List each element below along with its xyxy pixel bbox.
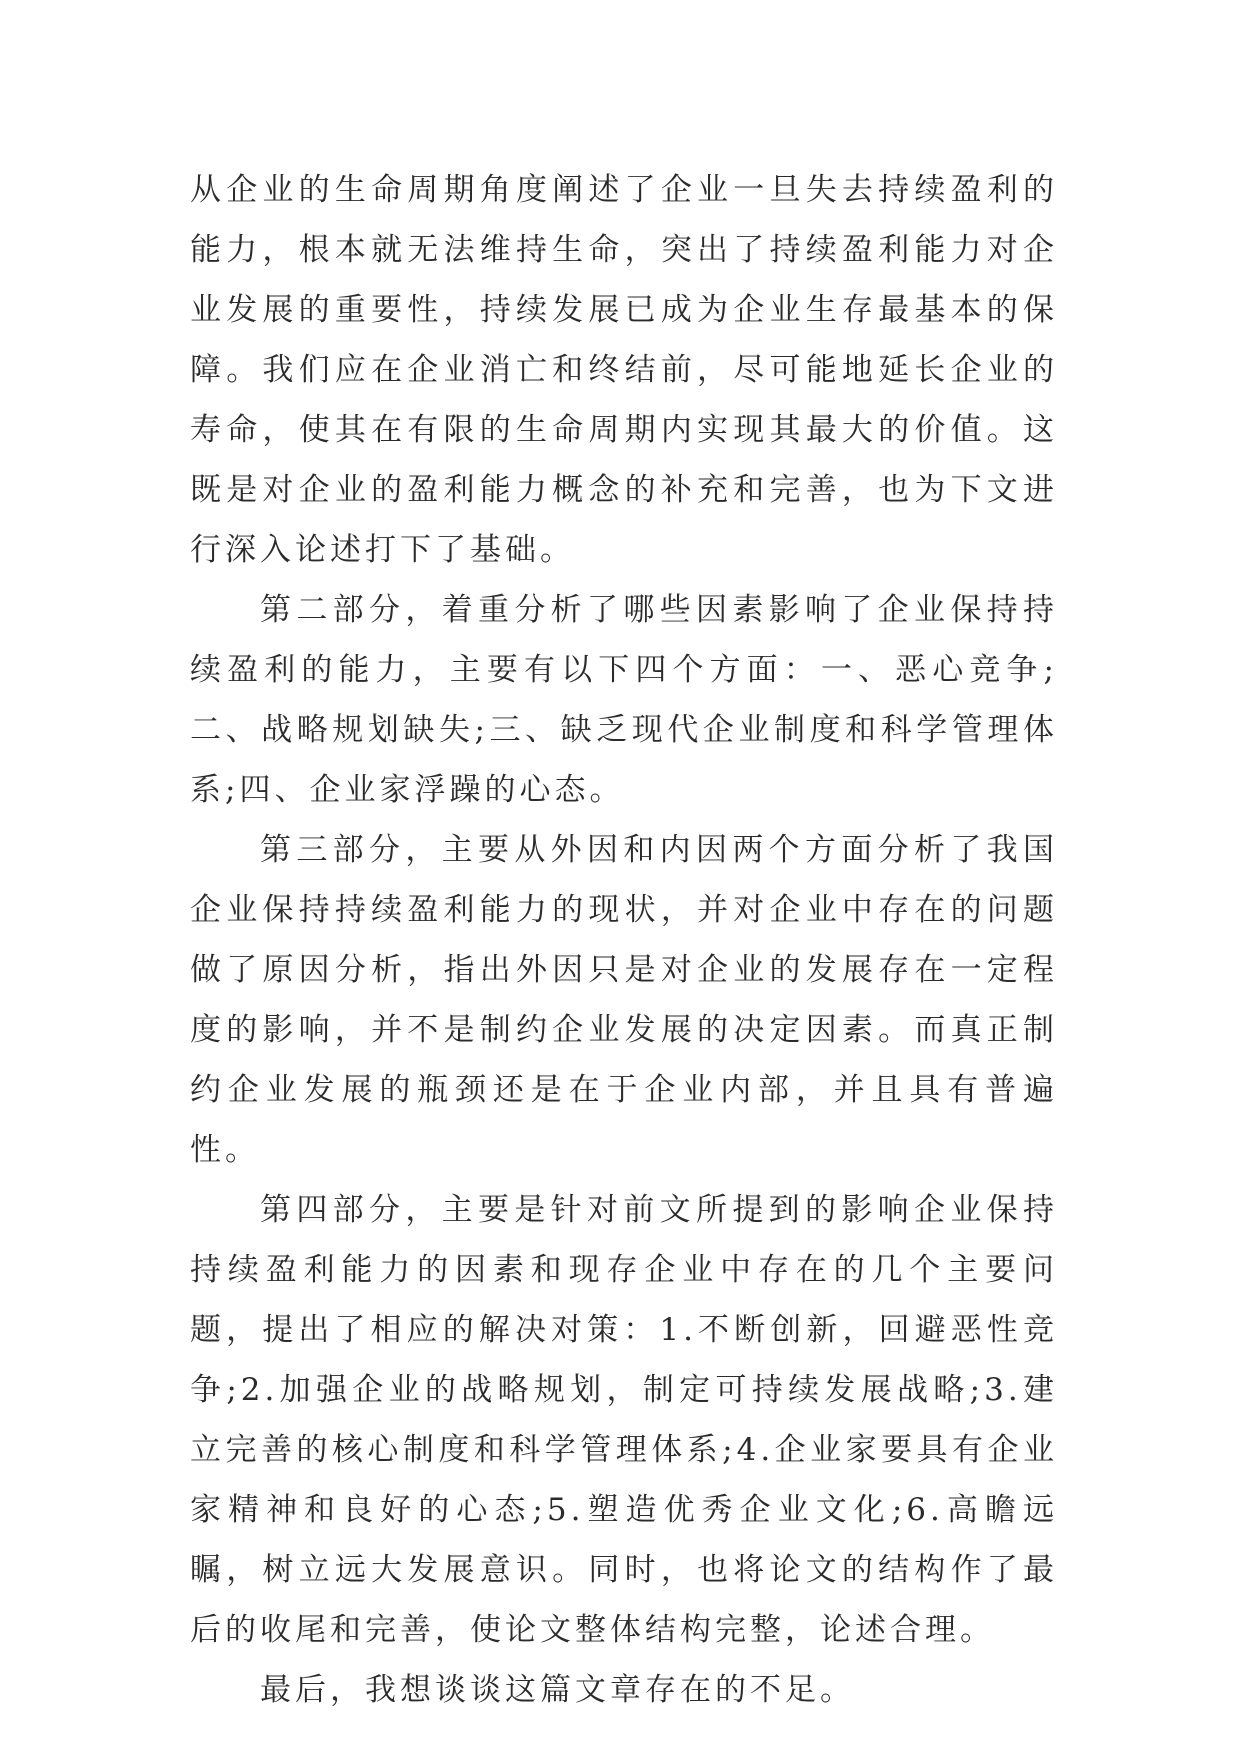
document-body <box>190 160 1058 1720</box>
paragraph-4: 第四部分，主要是针对前文所提到的影响企业保持持续盈利能力的因素和现存企业中存在的几个主要问题，提出了相应的解决对策：1.不断创新，回避恶性竞争;2.加强企业的战略规划，制定可持续发展战略;3.建立完善的核心制度和科学管理体系;4.企业家要具有企业家精神和良好的心态;5.塑造优秀企业文化;6.高瞻远瞩，树立远大发展意识。同时，也将论文的结构作了最后的收尾和完善，使论文整体结构完整，论述合理。 <box>190 1192 1058 1648</box>
paragraph-5: 最后，我想谈谈这篇文章存在的不足。 <box>260 1672 855 1708</box>
paragraph-2: 第二部分，着重分析了哪些因素影响了企业保持持续盈利的能力，主要有以下四个方面：一、恶心竞争;二、战略规划缺失;三、缺乏现代企业制度和科学管理体系;四、企业家浮躁的心态。 <box>190 592 1058 808</box>
paragraph-3: 第三部分，主要从外因和内因两个方面分析了我国企业保持持续盈利能力的现状，并对企业中存在的问题做了原因分析，指出外因只是对企业的发展存在一定程度的影响，并不是制约企业发展的决定因素。而真正制约企业发展的瓶颈还是在于企业内部，并且具有普遍性。 <box>190 832 1058 1168</box>
paragraph-1: 从企业的生命周期角度阐述了企业一旦失去持续盈利的能力，根本就无法维持生命，突出了持续盈利能力对企业发展的重要性，持续发展已成为企业生存最基本的保障。我们应在企业消亡和终结前，尽可能地延长企业的寿命，使其在有限的生命周期内实现其最大的价值。这既是对企业的盈利能力概念的补充和完善，也为下文进行深入论述打下了基础。 <box>190 172 1058 568</box>
